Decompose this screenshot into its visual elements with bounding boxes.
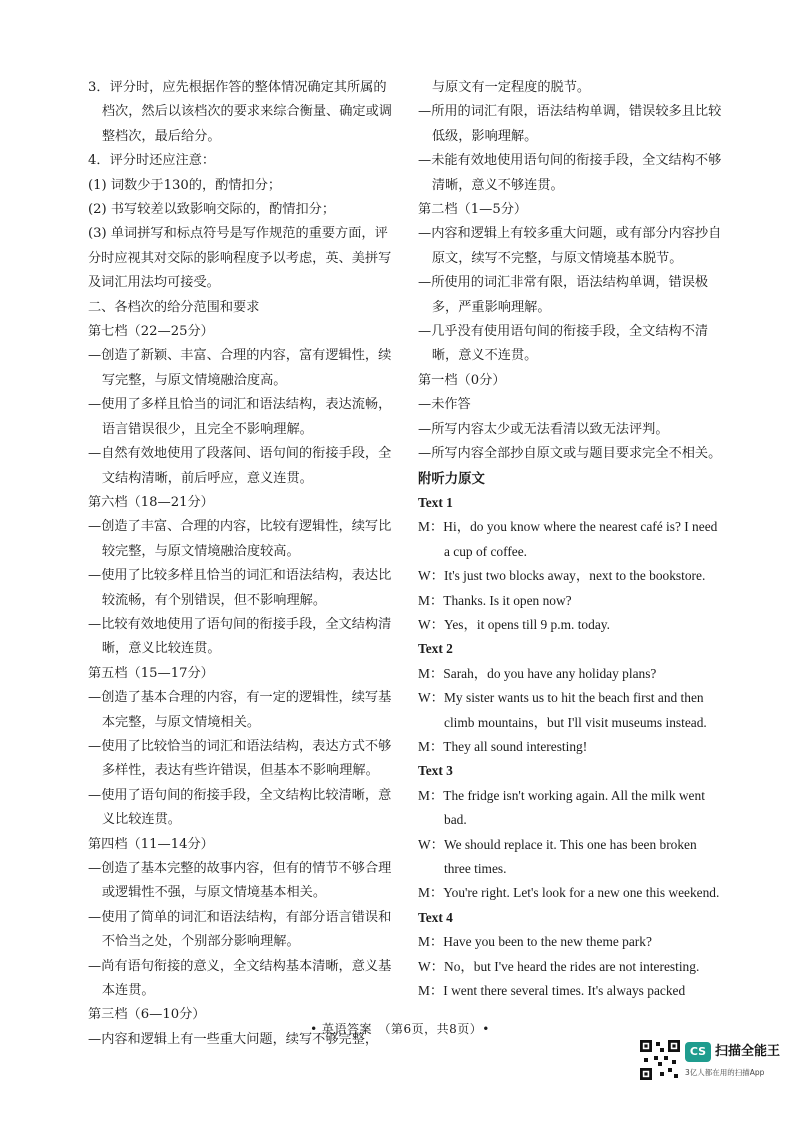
text-paragraph: —使用了语句间的衔接手段，全文结构比较清晰，意义比较连贯。 bbox=[88, 787, 392, 828]
page-footer: • 英语答案 （第6页，共8页）• bbox=[310, 1022, 490, 1036]
text-paragraph: (3) 单词拼写和标点符号是写作规范的重要方面，评分时应视其对交际的影响程度予以考虑，英、美拼写及词汇用法均可接受。 bbox=[88, 226, 392, 291]
text-paragraph: —使用了比较恰当的词汇和语法结构，表达方式不够多样性，表达有些许错误，但基本不影响理解。 bbox=[88, 738, 392, 779]
text-paragraph: —使用了多样且恰当的词汇和语法结构，表达流畅，语言错误很少，且完全不影响理解。 bbox=[88, 397, 392, 437]
text-paragraph: 第二档（1—5分） bbox=[418, 202, 528, 218]
brand-tagline: 3亿人都在用的扫描App bbox=[685, 1068, 765, 1077]
scanner-watermark bbox=[640, 1040, 790, 1082]
dialogue-line: M：Sarah，do you have any holiday plans? bbox=[418, 665, 657, 681]
dialogue-line: W：We should replace it. This one has been broken three times. bbox=[418, 836, 697, 876]
text-paragraph: —所写内容全部抄自原文或与题目要求完全不相关。 bbox=[418, 446, 722, 462]
section-heading: Text 2 bbox=[418, 641, 453, 657]
qr-code-icon bbox=[640, 1040, 680, 1080]
text-paragraph: 第三档（6—10分） bbox=[88, 1007, 206, 1023]
text-paragraph: —所用的词汇有限，语法结构单调，错误较多且比较低级，影响理解。 bbox=[418, 104, 722, 144]
section-heading: Text 4 bbox=[418, 909, 453, 925]
text-paragraph: —未作答 bbox=[418, 397, 471, 413]
dialogue-line: M：Have you been to the new theme park? bbox=[418, 934, 652, 950]
section-heading: Text 1 bbox=[418, 494, 453, 510]
dialogue-line: M：Hi，do you know where the nearest café is? I need a cup of coffee. bbox=[418, 519, 718, 559]
dialogue-line: W：It's just two blocks away，next to the bookstore. bbox=[418, 568, 706, 584]
text-paragraph: —使用了比较多样且恰当的词汇和语法结构，表达比较流畅，有个别错误，但不影响理解。 bbox=[88, 568, 392, 608]
section-heading: 附听力原文 bbox=[418, 470, 485, 486]
text-paragraph: —使用了简单的词汇和语法结构，有部分语言错误和不恰当之处，个别部分影响理解。 bbox=[88, 909, 392, 950]
text-paragraph: —内容和逻辑上有一些重大问题，续写不够完整， bbox=[88, 1031, 379, 1047]
text-paragraph: —创造了基本完整的故事内容，但有的情节不够合理或逻辑性不强，与原文情境基本相关。 bbox=[88, 861, 392, 901]
dialogue-line: M：The fridge isn't working again. All the milk went bad. bbox=[418, 787, 705, 828]
dialogue-line: W：No，but I've heard the rides are not interesting. bbox=[418, 958, 700, 974]
dialogue-line: W：Yes，it opens till 9 p.m. today. bbox=[418, 616, 610, 632]
brand-name: 扫描全能王 bbox=[715, 1044, 781, 1059]
text-paragraph: 第四档（11—14分） bbox=[88, 836, 214, 852]
text-paragraph: 第五档（15—17分） bbox=[88, 665, 214, 681]
dialogue-line: M：I went there several times. It's always packed bbox=[418, 983, 686, 999]
text-paragraph: —未能有效地使用语句间的衔接手段，全文结构不够清晰，意义不够连贯。 bbox=[418, 153, 722, 193]
text-paragraph: —自然有效地使用了段落间、语句间的衔接手段，全文结构清晰，前后呼应，意义连贯。 bbox=[88, 446, 392, 486]
text-paragraph: —创造了新颖、丰富、合理的内容，富有逻辑性，续写完整，与原文情境融洽度高。 bbox=[88, 348, 392, 388]
text-paragraph: —比较有效地使用了语句间的衔接手段，全文结构清晰，意义比较连贯。 bbox=[88, 616, 392, 657]
text-paragraph: 第七档（22—25分） bbox=[88, 324, 214, 340]
dialogue-line: M：You're right. Let's look for a new one this weekend. bbox=[418, 885, 720, 901]
text-paragraph: —尚有语句衔接的意义，全文结构基本清晰，意义基本连贯。 bbox=[88, 958, 392, 999]
text-paragraph: —创造了丰富、合理的内容，比较有逻辑性，续写比较完整，与原文情境融洽度较高。 bbox=[88, 519, 392, 559]
text-paragraph: —几乎没有使用语句间的衔接手段，全文结构不清晰，意义不连贯。 bbox=[418, 324, 709, 364]
dialogue-line: M：They all sound interesting! bbox=[418, 738, 588, 754]
text-paragraph: (2) 书写较差以致影响交际的，酌情扣分； bbox=[88, 202, 336, 218]
text-paragraph: 第一档（0分） bbox=[418, 372, 506, 388]
left-column bbox=[88, 76, 392, 1052]
cs-logo: CS bbox=[685, 1042, 711, 1062]
text-paragraph: 二、各档次的给分范围和要求 bbox=[88, 299, 260, 315]
text-paragraph: 与原文有一定程度的脱节。 bbox=[431, 80, 591, 95]
dialogue-line: W：My sister wants us to hit the beach first and then climb mountains，but I'll visit museums instead. bbox=[418, 690, 707, 730]
text-paragraph: 4．评分时还应注意： bbox=[88, 153, 216, 169]
text-paragraph: —所写内容太少或无法看清以致无法评判。 bbox=[418, 421, 669, 437]
text-paragraph: (1) 词数少于130的，酌情扣分； bbox=[88, 177, 282, 193]
text-paragraph: 3．评分时，应先根据作答的整体情况确定其所属的档次，然后以该档次的要求来综合衡量、确定或调整档次，最后给分。 bbox=[88, 80, 392, 144]
dialogue-line: M：Thanks. Is it open now? bbox=[418, 592, 572, 608]
right-column bbox=[418, 76, 723, 1003]
section-heading: Text 3 bbox=[418, 763, 453, 779]
text-paragraph: —内容和逻辑上有较多重大问题，或有部分内容抄自原文，续写不完整，与原文情境基本脱节。 bbox=[418, 226, 722, 266]
text-paragraph: 第六档（18—21分） bbox=[88, 494, 214, 510]
text-paragraph: —创造了基本合理的内容，有一定的逻辑性，续写基本完整，与原文情境相关。 bbox=[88, 690, 392, 730]
text-paragraph: —所使用的词汇非常有限，语法结构单调，错误极多，严重影响理解。 bbox=[418, 275, 709, 315]
